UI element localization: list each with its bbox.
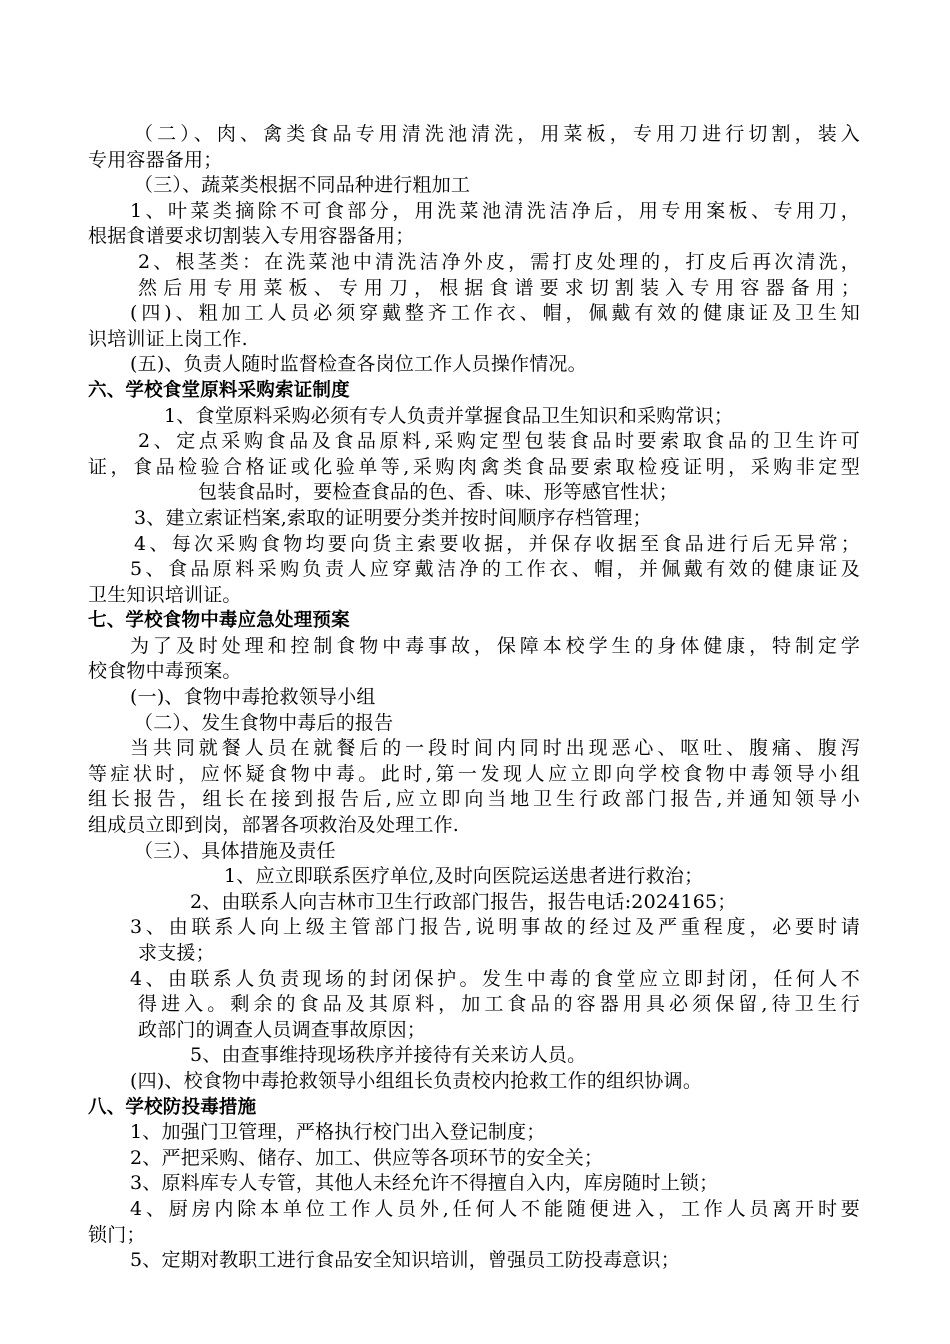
text-line: 4、厨房内除本单位工作人员外,任何人不能随便进入，工作人员离开时要: [130, 1197, 860, 1220]
text-line: 5、定期对教职工进行食品安全知识培训，曾强员工防投毒意识；: [130, 1249, 680, 1272]
text-line: 1、叶菜类摘除不可食部分，用洗菜池清洗洁净后，用专用案板、专用刀，: [130, 199, 860, 222]
text-line: 得进入。剩余的食品及其原料，加工食品的容器用具必须保留,待卫生行: [138, 993, 860, 1016]
section-heading: 六、学校食堂原料采购索证制度: [88, 379, 350, 401]
text-line: 3、原料库专人专管，其他人未经允许不得擅自入内，库房随时上锁；: [130, 1172, 719, 1195]
text-line: 识培训证上岗工作.: [88, 327, 248, 350]
text-line: 3、建立索证档案,索取的证明要分类并按时间顺序存档管理；: [134, 506, 652, 529]
text-line: 组成员立即到岗，部署各项救治及处理工作.: [88, 814, 460, 837]
text-line: (四)、校食物中毒抢救领导小组组长负责校内抢救工作的组织协调。: [130, 1069, 703, 1092]
document-page: [88, 122, 860, 1274]
text-line: 为了及时处理和控制食物中毒事故，保障本校学生的身体健康，特制定学: [130, 634, 860, 657]
text-line: 然后用专用菜板、专用刀，根据食谱要求切割装入专用容器备用；: [138, 276, 860, 299]
text-line: 5、由查事维持现场秩序并接待有关来访人员。: [190, 1044, 587, 1067]
text-line: （三）、蔬菜类根据不同品种进行粗加工: [134, 174, 471, 197]
text-line: 组长报告，组长在接到报告后,应立即向当地卫生行政部门报告,并通知领导小: [88, 788, 860, 811]
text-line: 当共同就餐人员在就餐后的一段时间内同时出现恶心、呕吐、腹痛、腹泻: [130, 737, 860, 760]
text-line: 求支援；: [138, 942, 215, 964]
text-line: 2、根茎类：在洗菜池中清洗洁净外皮，需打皮处理的，打皮后再次清洗，: [138, 250, 860, 273]
text-line: 2、严把采购、储存、加工、供应等各项环节的安全关；: [130, 1146, 604, 1169]
text-line: 5、食品原料采购负责人应穿戴洁净的工作衣、帽，并佩戴有效的健康证及: [130, 558, 860, 581]
text-line: 专用容器备用；: [88, 148, 223, 171]
text-line: 等症状时，应怀疑食物中毒。此时,第一发现人应立即向学校食物中毒领导小组: [88, 762, 860, 785]
text-line: 卫生知识培训证。: [88, 583, 242, 606]
section-heading: 八、学校防投毒措施: [88, 1096, 257, 1118]
text-line: （三）、具体措施及责任: [134, 839, 336, 862]
text-line: 校食物中毒预案。: [88, 660, 242, 683]
section-heading: 七、学校食物中毒应急处理预案: [88, 610, 350, 632]
text-line: (四)、粗加工人员必须穿戴整齐工作衣、帽，佩戴有效的健康证及卫生知: [130, 302, 860, 325]
text-line: 3、由联系人向上级主管部门报告,说明事故的经过及严重程度，必要时请: [130, 916, 860, 939]
text-line: 包装食品时，要检查食品的色、香、味、形等感官性状；: [198, 481, 679, 504]
text-line: 2、由联系人向吉林市卫生行政部门报告，报告电话:2024165；: [190, 890, 737, 913]
text-line: 政部门的调查人员调查事故原因；: [138, 1018, 427, 1041]
text-line: 1、食堂原料采购必须有专人负责并掌握食品卫生知识和采购常识；: [164, 404, 734, 427]
text-line: 锁门；: [88, 1223, 146, 1246]
text-line: (五)、负责人随时监督检查各岗位工作人员操作情况。: [130, 353, 587, 376]
text-line: 证，食品检验合格证或化验单等,采购肉禽类食品要索取检疫证明，采购非定型: [88, 455, 860, 478]
text-line: 1、应立即联系医疗单位,及时向医院运送患者进行救治；: [224, 865, 704, 888]
text-line: 1、加强门卫管理，严格执行校门出入登记制度；: [130, 1121, 546, 1144]
text-line: （二）、肉、禽类食品专用清洗池清洗，用菜板，专用刀进行切割，装入: [134, 123, 860, 145]
text-line: 4、由联系人负责现场的封闭保护。发生中毒的食堂应立即封闭，任何人不: [130, 967, 860, 990]
text-line: 根据食谱要求切割装入专用容器备用；: [88, 225, 415, 248]
text-line: 4、每次采购食物均要向货主索要收据，并保存收据至食品进行后无异常；: [134, 532, 860, 555]
text-line: (一)、食物中毒抢救领导小组: [130, 686, 376, 709]
text-line: （二）、发生食物中毒后的报告: [134, 711, 394, 734]
text-line: 2、定点采购食品及食品原料,采购定型包装食品时要索取食品的卫生许可: [138, 430, 860, 453]
